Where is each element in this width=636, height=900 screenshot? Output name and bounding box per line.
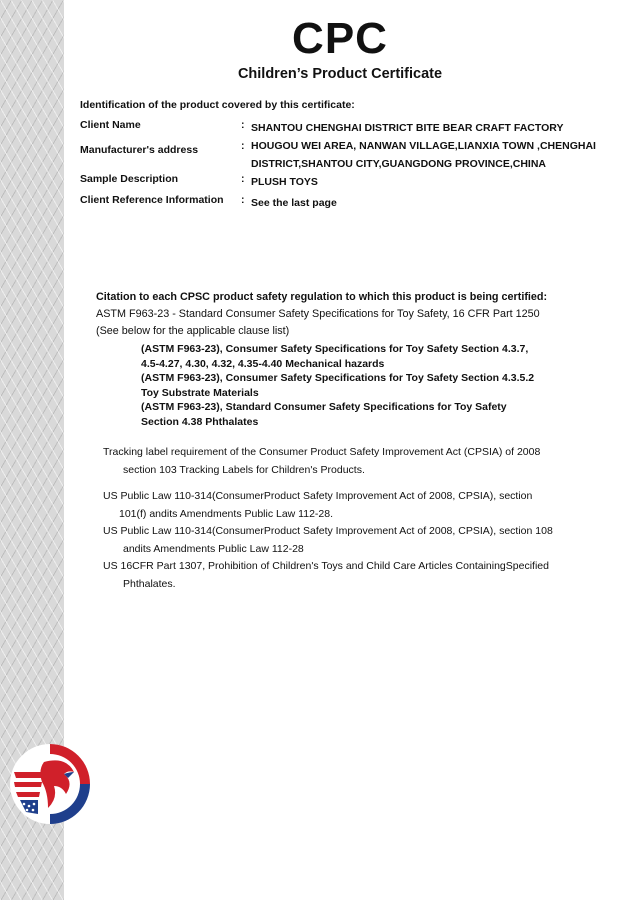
requirement-item [103,522,583,558]
client-reference-label: Client Reference Information [80,194,224,206]
page-title: CPC [292,14,388,63]
requirement-line-continued: Phthalates. [123,578,176,590]
client-name-label: Client Name [80,119,141,131]
requirement-line-continued: andits Amendments Public Law 112-28 [123,543,304,555]
field-colon: : [241,173,245,185]
requirement-item [103,487,583,523]
manufacturer-address-line2: DISTRICT,SHANTOU CITY,GUANGDONG PROVINCE,CHINA [251,158,546,170]
requirement-line: US Public Law 110-314(ConsumerProduct Safety Improvement Act of 2008, CPSIA), section [103,490,533,502]
field-colon: : [241,140,245,152]
requirement-line-continued: section 103 Tracking Labels for Children's Products. [123,464,365,476]
client-reference-value: See the last page [251,197,337,209]
clause-line: Section 4.38 Phthalates [141,415,259,428]
manufacturer-address-label: Manufacturer's address [80,144,199,156]
requirement-line: US Public Law 110-314(ConsumerProduct Safety Improvement Act of 2008, CPSIA), section 108 [103,525,553,537]
clause-list [141,342,581,430]
sample-description-value: PLUSH TOYS [251,176,318,188]
requirement-line: Tracking label requirement of the Consumer Product Safety Improvement Act (CPSIA) of 2008 [103,446,541,458]
cpsc-eagle-seal-icon [8,742,92,826]
clause-line: (ASTM F963-23), Consumer Safety Specifications for Toy Safety Section 4.3.5.2 [141,372,535,385]
clause-line: 4.5-4.27, 4.30, 4.32, 4.35-4.40 Mechanical hazards [141,357,385,370]
clause-line: (ASTM F963-23), Consumer Safety Specifications for Toy Safety Section 4.3.7, [141,343,529,355]
requirement-line: US 16CFR Part 1307, Prohibition of Children's Toys and Child Care Articles ContainingSpecified [103,560,549,572]
requirement-item [103,443,583,479]
client-name-value: SHANTOU CHENGHAI DISTRICT BITE BEAR CRAFT FACTORY [251,122,564,134]
requirement-line-continued: 101(f) andits Amendments Public Law 112-28. [119,508,334,520]
clause-line: (ASTM F963-23), Standard Consumer Safety Specifications for Toy Safety [141,401,507,414]
sample-description-label: Sample Description [80,173,179,185]
citation-heading: Citation to each CPSC product safety regulation to which this product is being certified: [96,291,548,303]
citation-note-line: (See below for the applicable clause list) [96,325,290,337]
field-colon: : [241,194,245,206]
identification-heading: Identification of the product covered by this certificate: [80,99,355,111]
field-colon: : [241,119,245,131]
page-subtitle: Children’s Product Certificate [237,66,443,82]
requirement-item [103,557,583,593]
citation-block [96,289,596,340]
manufacturer-address-line1: HOUGOU WEI AREA, NANWAN VILLAGE,LIANXIA TOWN ,CHENGHAI [251,140,596,152]
clause-line: Toy Substrate Materials [141,386,259,399]
citation-standard-line: ASTM F963-23 - Standard Consumer Safety Specifications for Toy Safety, 16 CFR Part 1250 [96,308,540,320]
